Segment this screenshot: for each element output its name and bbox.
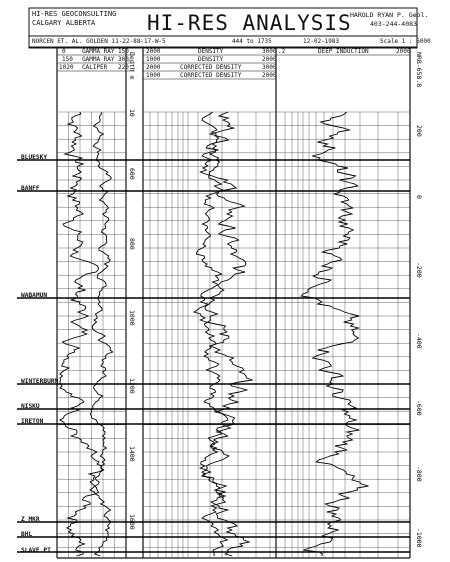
company-name: HI-RES GEOCONSULTING [32, 10, 117, 18]
header-frame [29, 8, 417, 48]
induction-name: DEEP INDUCTION [318, 48, 369, 55]
depth-label: Depth m [128, 52, 136, 80]
track-right-2-name: DENSITY [198, 56, 224, 63]
track-right-1-name: DENSITY [198, 48, 224, 55]
formation-label: IRETON [21, 418, 44, 425]
track-left-3-name: CALIPER [82, 64, 108, 71]
track-left-3-max: 220 [118, 64, 129, 71]
well-name: NORCEN ET. AL. GOLDEN 11-22-88-17-W-5 [32, 38, 166, 45]
track-left-1-min: 0 [62, 48, 66, 55]
depth-tick: 1400 [128, 446, 136, 462]
track-right-1-min: 2000 [146, 48, 161, 55]
depth-tick: 1000 [128, 310, 136, 326]
track-right-4-name: CORRECTED DENSITY [180, 72, 242, 79]
page-title: HI-RES ANALYSIS [147, 11, 352, 35]
depth-tick: 800 [128, 238, 136, 250]
induction-max: 2000 [396, 48, 411, 55]
log-scale: Scale 1 : 6000 [380, 38, 431, 45]
right-tick: -800 [415, 466, 423, 482]
track-left-2-max: 300 [118, 56, 129, 63]
track-left-3-min: 1020 [59, 64, 74, 71]
depth-tick: 600 [128, 168, 136, 180]
track-right-3-min: 2000 [146, 64, 161, 71]
company-location: CALGARY ALBERTA [32, 19, 96, 27]
formation-label: WABAMUN [21, 292, 48, 299]
right-tick: 0 [415, 195, 423, 199]
geologist-phone: 403-244-4083 [370, 20, 417, 28]
track-left-1-max: 150 [118, 48, 129, 55]
geologist-name: HAROLD RYAN P. Geol. [350, 11, 429, 19]
side-label: NRB-658.8 [415, 52, 423, 88]
track-right-2-max: 2000 [262, 56, 277, 63]
track-right-3-name: CORRECTED DENSITY [180, 64, 242, 71]
depth-tick: 10 [128, 109, 136, 117]
track-right-1-max: 3000 [262, 48, 277, 55]
induction-min: .2 [278, 48, 286, 55]
right-tick: -600 [415, 400, 423, 416]
formation-label: BHL [21, 531, 33, 538]
formation-label: SLAVE PT [21, 547, 51, 554]
formation-label: WINTERBURN [21, 378, 59, 385]
right-tick: -400 [415, 333, 423, 349]
log-interval: 444 to 1735 [232, 38, 272, 45]
right-tick: 200 [415, 125, 423, 137]
right-tick: -1000 [415, 528, 423, 548]
track-left-2-min: 150 [62, 56, 73, 63]
log-date: 12-02-1983 [303, 38, 340, 45]
right-tick: -200 [415, 262, 423, 278]
formation-label: NISKU [21, 403, 40, 410]
track-right-3-max: 3000 [262, 64, 277, 71]
formation-label: Z MKR [21, 516, 40, 523]
track-right-4-max: 2000 [262, 72, 277, 79]
depth-tick: 1200 [128, 378, 136, 394]
track-left-2-name: GAMMA RAY [82, 56, 115, 63]
track-right-4-min: 1000 [146, 72, 161, 79]
track-left-1-name: GAMMA RAY [82, 48, 115, 55]
track-right-2-min: 1000 [146, 56, 161, 63]
depth-tick: 1600 [128, 514, 136, 530]
formation-label: BANFF [21, 185, 40, 192]
formation-label: BLUESKY [21, 154, 48, 161]
